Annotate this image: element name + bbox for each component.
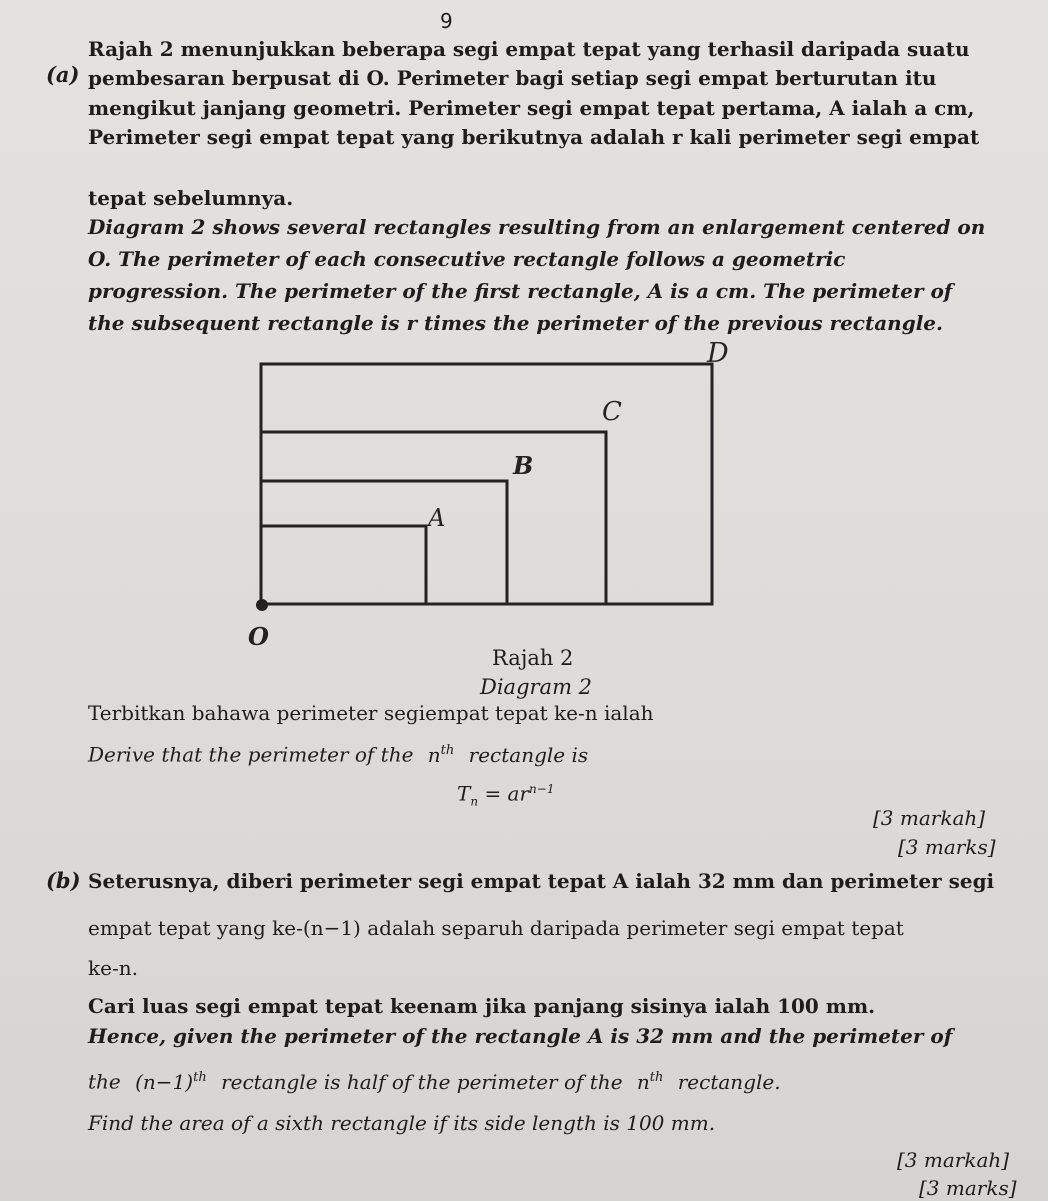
question-a-malay: Terbitkan bahawa perimeter segiempat tepat ke-n ialah: [88, 701, 654, 725]
diagram-caption-english: Diagram 2: [480, 675, 593, 699]
rectangle-b: [261, 481, 507, 604]
origin-point: [256, 599, 268, 611]
formula-lhs: T: [457, 781, 471, 806]
marks-b-english: [3 marks]: [919, 1176, 1017, 1200]
question-a-english-suffix: rectangle is: [468, 742, 589, 767]
marks-a-english: [3 marks]: [898, 835, 996, 859]
th-superscript: th: [440, 743, 455, 758]
eng2-a: the: [88, 1069, 121, 1094]
question-a-english-prefix: Derive that the perimeter of the: [88, 742, 414, 767]
eng2-b: (n−1): [135, 1069, 194, 1094]
english-line: Diagram 2 shows several rectangles resulting from an enlargement centered on: [88, 215, 986, 239]
diagram-caption-malay: Rajah 2: [492, 646, 574, 670]
n-symbol: n: [427, 742, 441, 767]
part-b-malay-line: Cari luas segi empat tepat keenam jika panjang sisinya ialah 100 mm.: [88, 994, 876, 1018]
english-line: the subsequent rectangle is r times the perimeter of the previous rectangle.: [88, 311, 943, 335]
eng2-e: n: [636, 1069, 650, 1094]
malay-line: tepat sebelumnya.: [88, 186, 294, 210]
question-a-english: [88, 738, 588, 768]
eng2-g: rectangle.: [677, 1069, 781, 1094]
label-origin: O: [248, 622, 269, 651]
malay-line: Rajah 2 menunjukkan beberapa segi empat tepat yang terhasil daripada suatu: [88, 37, 970, 61]
marks-b-malay: [3 markah]: [897, 1148, 1010, 1172]
eng2-c: th: [193, 1070, 207, 1085]
english-line: progression. The perimeter of the first rectangle, A is a cm. The perimeter of: [88, 279, 953, 303]
eng2-f: th: [649, 1070, 664, 1085]
formula-rhs: = ar: [484, 781, 530, 806]
label-b: B: [513, 451, 534, 480]
marks-a-malay: [3 markah]: [873, 806, 986, 830]
eng2-d: rectangle is half of the perimeter of the: [221, 1069, 623, 1094]
formula-lhs-sub: n: [470, 794, 479, 809]
label-c: C: [602, 397, 622, 427]
formula-exponent: n−1: [529, 782, 555, 796]
malay-line: Perimeter segi empat tepat yang berikutnya adalah r kali perimeter segi empat: [88, 125, 980, 149]
page-number: 9: [440, 9, 453, 33]
part-a-label: (a): [46, 62, 80, 87]
english-line: O. The perimeter of each consecutive rectangle follows a geometric: [88, 247, 846, 271]
part-b-malay-line: empat tepat yang ke-(n−1) adalah separuh daripada perimeter segi empat tepat: [88, 916, 904, 940]
rectangle-d: [261, 364, 712, 604]
formula-tn: [457, 776, 554, 815]
label-d: D: [707, 338, 729, 369]
rectangle-a: [261, 526, 426, 604]
part-b-malay-line: Seterusnya, diberi perimeter segi empat tepat A ialah 32 mm dan perimeter segi: [88, 869, 995, 893]
label-a: A: [428, 504, 446, 532]
malay-line: mengikut janjang geometri. Perimeter segi empat tepat pertama, A ialah a cm,: [88, 96, 975, 120]
part-b-english-line: Find the area of a sixth rectangle if its side length is 100 mm.: [88, 1111, 716, 1135]
part-b-english-line: Hence, given the perimeter of the rectangle A is 32 mm and the perimeter of: [88, 1024, 953, 1048]
part-b-malay-line: ke-n.: [88, 956, 138, 980]
part-b-english-line: [88, 1065, 781, 1095]
malay-line: pembesaran berpusat di O. Perimeter bagi setiap segi empat berturutan itu: [88, 66, 937, 90]
part-b-label: (b): [46, 868, 81, 893]
